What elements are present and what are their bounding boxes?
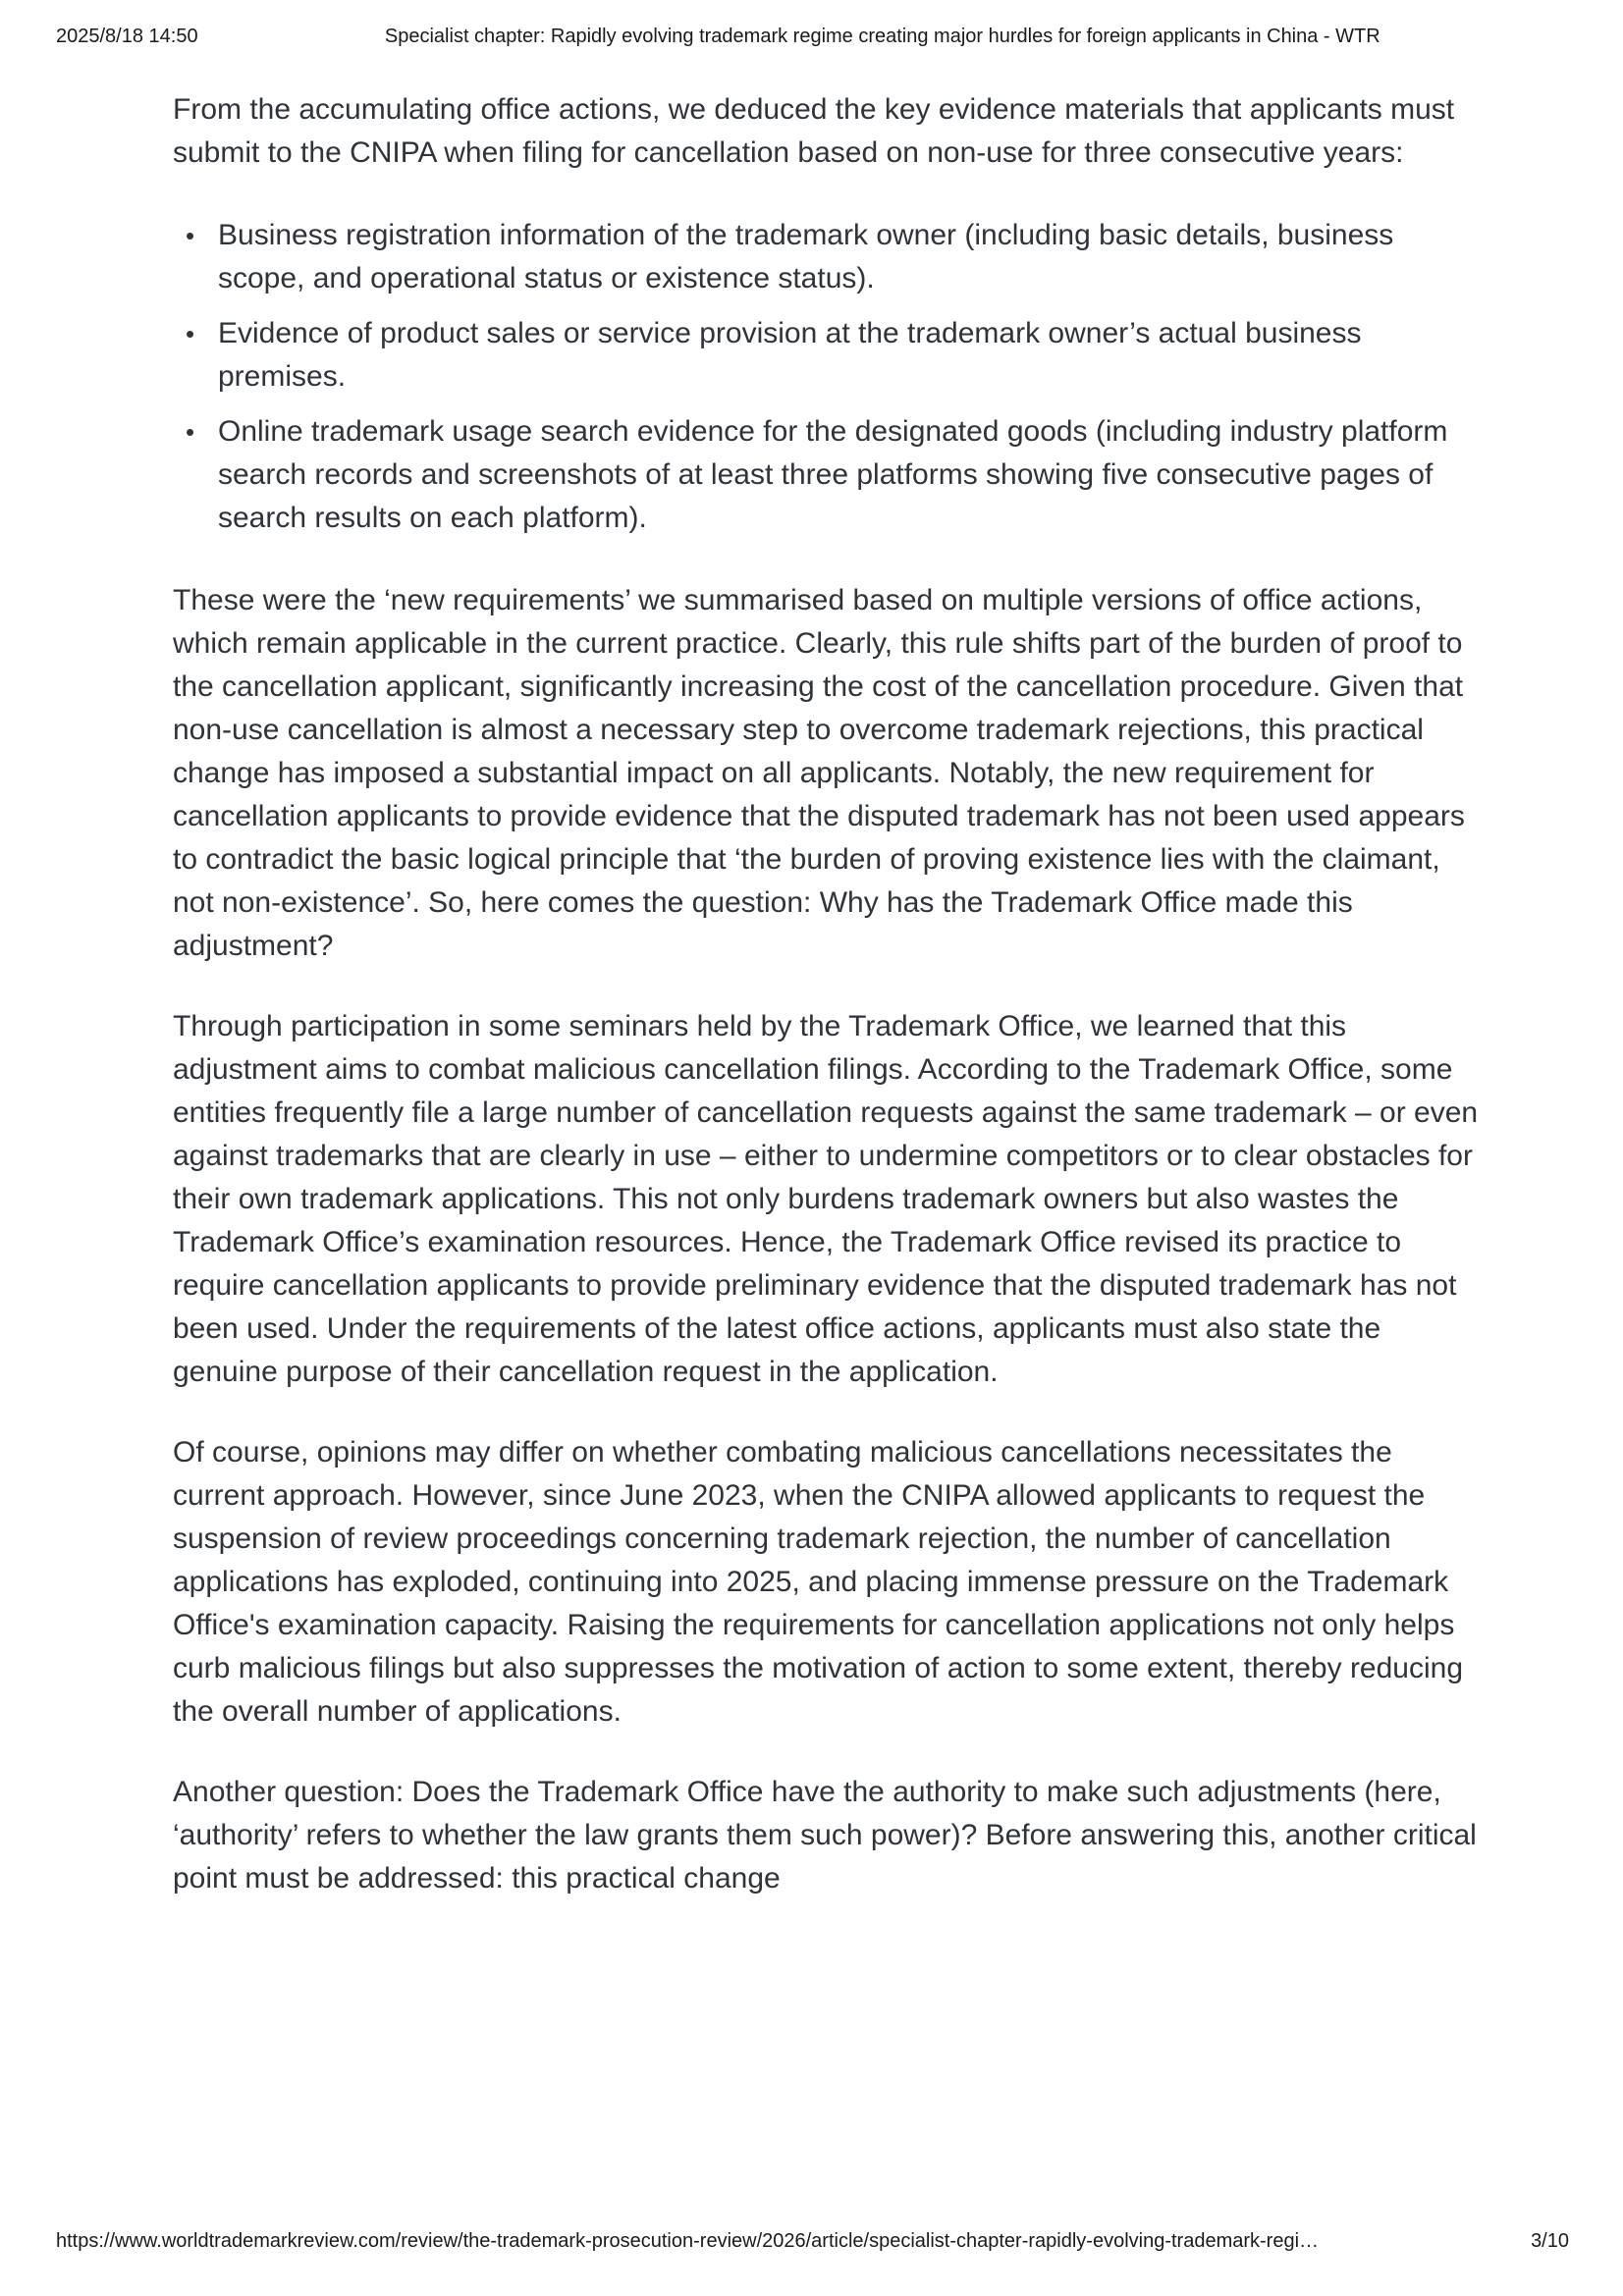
intro-paragraph: From the accumulating office actions, we deduced the key evidence materials that applicants must submit to the CNIPA when filing for cancellation based on non-use for three consecutive years: xyxy=(173,93,1455,169)
paragraph: Through participation in some seminars held by the Trademark Office, we learned that this adjustment aims to combat malicious cancellation filings. According to the Trademark Office, some entities frequently file a large number of cancellation requests against the same trademark – or even against trademarks that are clearly in use – either to undermine competitors or to clear obstacles for their own trademark applications. This not only burdens trademark owners but also wastes the Trademark Office’s examination resources. Hence, the Trademark Office revised its practice to require cancellation applicants to provide preliminary evidence that the disputed trademark has not been used. Under the requirements of the latest office actions, applicants must also state the genuine purpose of their cancellation request in the application. xyxy=(173,1010,1479,1388)
paragraph: Of course, opinions may differ on whether combating malicious cancellations necessitates the current approach. However, since June 2023, when the CNIPA allowed applicants to request the suspension of review proceedings concerning trademark rejection, the number of cancellation applications has exploded, continuing into 2025, and placing immense pressure on the Trademark Office's examination capacity. Raising the requirements for cancellation applications not only helps curb malicious filings but also suppresses the motivation of action to some extent, thereby reducing the overall number of applications. xyxy=(173,1436,1464,1728)
header-title: Specialist chapter: Rapidly evolving trademark regime creating major hurdles for foreign applicants in China - WTR xyxy=(384,26,1380,47)
page-header xyxy=(56,26,1567,48)
bullet-icon: • xyxy=(186,319,195,348)
list-item-text: Business registration information of the trademark owner (including basic details, business scope, and operational status or existence status). xyxy=(218,219,1394,294)
paragraph: These were the ‘new requirements’ we summarised based on multiple versions of office actions, which remain applicable in the current practice. Clearly, this rule shifts part of the burden of proof to the cancellation applicant, significantly increasing the cost of the cancellation procedure. Given that non-use cancellation is almost a necessary step to overcome trademark rejections, this practical change has imposed a substantial impact on all applicants. Notably, the new requirement for cancellation applicants to provide evidence that the disputed trademark has not been used appears to contradict the basic logical principle that ‘the burden of proving existence lies with the claimant, not non-existence’. So, here comes the question: Why has the Trademark Office made this adjustment? xyxy=(173,584,1465,962)
page-footer xyxy=(56,2230,1569,2253)
list-item-text: Online trademark usage search evidence for the designated goods (including industry platform search records and screenshots of at least three platforms showing five consecutive pages of search results on each platform). xyxy=(218,415,1448,534)
list-item-text: Evidence of product sales or service provision at the trademark owner’s actual business premises. xyxy=(218,317,1362,393)
list-item xyxy=(173,214,1481,300)
article-body xyxy=(173,88,1481,1938)
paragraph: Another question: Does the Trademark Office have the authority to make such adjustments (here, ‘authority’ refers to whether the law grants them such power)? Before answering this, another critical point must be addressed: this practical change xyxy=(173,1776,1477,1895)
bullet-icon: • xyxy=(186,417,195,447)
list-item xyxy=(173,410,1481,540)
bullet-icon: • xyxy=(186,221,195,250)
footer-page-number: 3/10 xyxy=(1531,2230,1569,2252)
list-item xyxy=(173,312,1481,399)
footer-url: https://www.worldtrademarkreview.com/review/the-trademark-prosecution-review/2026/article/specialist-chapter-rapidly-evolving-trademark-regi… xyxy=(56,2230,1320,2252)
header-datetime: 2025/8/18 14:50 xyxy=(56,26,198,47)
evidence-list xyxy=(173,214,1481,540)
